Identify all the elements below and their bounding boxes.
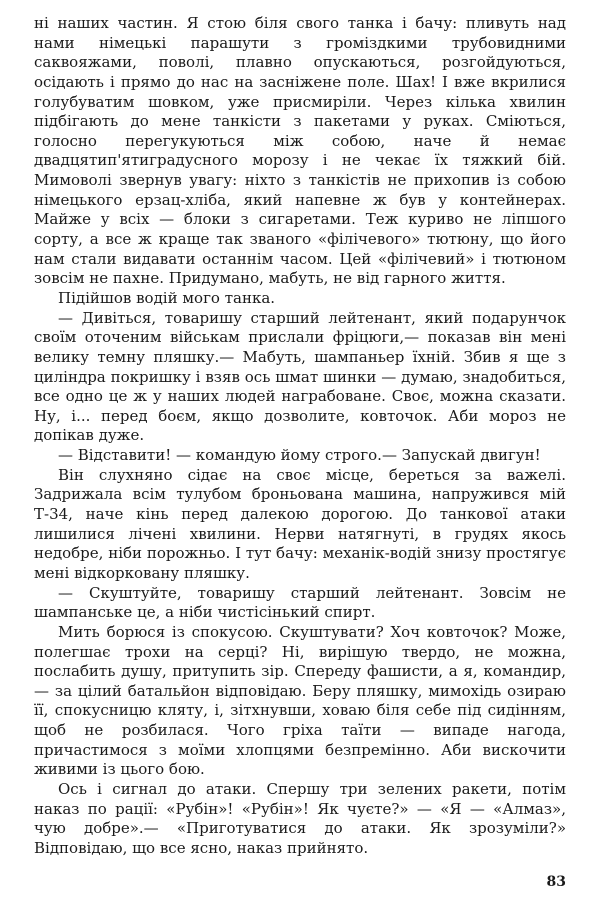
page-number: 83: [546, 874, 566, 890]
book-page-text: [34, 14, 566, 859]
paragraph: Підійшов водій мого танка.: [58, 288, 276, 307]
paragraph-dialogue: — Скуштуйте, товаришу старший лейтенант. Зовсім не шампанське це, а ніби чистісінький спирт.: [34, 583, 566, 622]
paragraph-dialogue: — Відставити! — командую йому строго.— Запускай двигун!: [58, 446, 541, 465]
paragraph: Мить борюся із спокусою. Скуштувати? Хоч ковточок? Може, полегшає трохи на серці? Ні, вирішую твердо, не можна, послабить душу, притупить зір. Спереду фашисти, а я, командир,— за цілий батальйон відповідаю. Беру пляшку, мимохідь озираю її, спокусницю кляту, і, зітхнувши, ховаю біля себе під сидінням, щоб не розбилася. Чого гріха таїти — випаде нагода, причастимося з моїми хлопцями безпремінно. Аби вискочити живими із цього бою.: [34, 622, 566, 779]
paragraph: Ось і сигнал до атаки. Спершу три зелених ракети, потім наказ по рації: «Рубін»! «Рубін»! Як чуєте?» — «Я — «Алмаз», чую добре».— «Приготуватися до атаки. Як зрозуміли?» Відповідаю, що все ясно, наказ прийнято.: [34, 779, 566, 857]
paragraph-dialogue: — Дивіться, товаришу старший лейтенант, який подарунчок своїм оточеним військам прислали фріцюги,— показав він мені велику темну пляшку.— Мабуть, шампаньер їхній. Збив я ще з циліндра покришку і взяв ось шмат шинки — думаю, знадобиться, все одно це ж у наших людей награбоване. Своє, можна сказати. Ну, і... перед боєм, якщо дозволите, ковточок. Аби мороз не допікав дуже.: [34, 308, 566, 445]
paragraph-continuation: ні наших частин. Я стою біля свого танка і бачу: пливуть над нами німецькі парашути з громіздкими трубовидними саквояжами, поволі, плавно опускаються, розгойдуються, осідають і прямо до нас на засніжене поле. Шах! І вже вкрилися голубуватим шовком, уже присмиріли. Через кілька хвилин підбігають до мене танкісти з пакетами у руках. Сміються, голосно перегукуються між собою, наче й немає двадцятип'ятиградусного морозу і не чекає їх тяжкий бій. Мимоволі звернув увагу: ніхто з танкістів не прихопив із собою німецького ерзац-хліба, який напевне ж був у контейнерах. Майже у всіх — блоки з сигаретами. Теж куриво не ліпшого сорту, а все ж краще так званого «філічевого» тютюну, що його нам стали видавати останнім часом. Цей «філічевий» і тютюном зовсім не пахне. Придумано, мабуть, не від гарного життя.: [34, 14, 566, 288]
paragraph: Він слухняно сідає на своє місце, береться за важелі. Задрижала всім тулубом броньована машина, напружився мій Т-34, наче кінь перед далекою дорогою. До танкової атаки лишилися лічені хвилини. Нерви натягнуті, в грудях якось недобре, ніби порожньо. І тут бачу: механік-водій знизу простягує мені відкорковану пляшку.: [34, 465, 566, 582]
